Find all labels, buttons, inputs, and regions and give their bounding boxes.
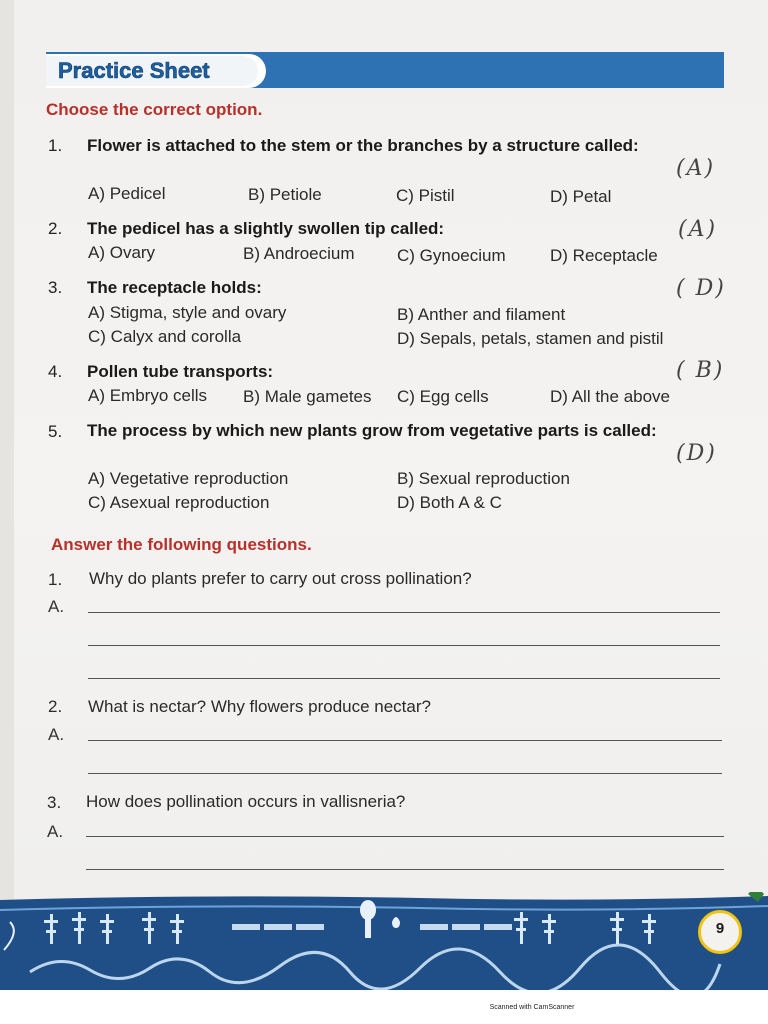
handwritten-answer: (D) bbox=[676, 441, 717, 466]
option: D) Receptacle bbox=[550, 246, 658, 265]
option: C) Gynoecium bbox=[397, 246, 506, 265]
option: A) Vegetative reproduction bbox=[88, 469, 289, 488]
bulb-icon bbox=[360, 900, 376, 920]
handwritten-answer: ( D) bbox=[676, 276, 726, 301]
mcq-heading: Choose the correct option. bbox=[46, 100, 263, 119]
question-text: The receptacle holds: bbox=[87, 278, 262, 297]
option: D) Petal bbox=[550, 187, 612, 206]
answer-line bbox=[86, 836, 724, 837]
page-number: 9 bbox=[715, 920, 725, 937]
page-title: Practice Sheet bbox=[58, 58, 210, 83]
option: B) Anther and filament bbox=[397, 305, 566, 324]
question-text: The process by which new plants grow from vegetative parts is called: bbox=[87, 421, 657, 440]
option: C) Egg cells bbox=[397, 387, 489, 406]
question-number: 4. bbox=[48, 362, 63, 381]
question-number: 3. bbox=[47, 793, 62, 812]
answer-line bbox=[88, 773, 722, 774]
question-number: 1. bbox=[48, 570, 63, 589]
question-number: 3. bbox=[48, 278, 63, 297]
handwritten-answer: ( B) bbox=[676, 358, 725, 383]
question-text: Flower is attached to the stem or the branches by a structure called: bbox=[87, 136, 639, 155]
answer-line bbox=[88, 612, 720, 613]
answer-line bbox=[88, 740, 722, 741]
handwritten-answer: (A) bbox=[678, 217, 718, 242]
answer-line bbox=[88, 645, 720, 646]
answer-line bbox=[86, 869, 724, 870]
option: A) Embryo cells bbox=[88, 386, 208, 405]
option: B) Sexual reproduction bbox=[397, 469, 570, 488]
answer-line bbox=[88, 678, 720, 679]
question-number: 1. bbox=[48, 136, 63, 155]
option: C) Calyx and corolla bbox=[88, 327, 242, 346]
answer-label: A. bbox=[48, 725, 65, 744]
question-text: Why do plants prefer to carry out cross pollination? bbox=[89, 569, 472, 588]
option: C) Asexual reproduction bbox=[88, 493, 270, 512]
question-text: What is nectar? Why flowers produce nectar? bbox=[88, 697, 431, 716]
footer-band bbox=[0, 892, 768, 990]
question-number: 2. bbox=[48, 697, 63, 716]
option: D) All the above bbox=[550, 387, 671, 406]
option: D) Both A & C bbox=[397, 493, 502, 512]
question-text: The pedicel has a slightly swollen tip called: bbox=[87, 219, 445, 238]
option: C) Pistil bbox=[396, 186, 455, 205]
option: B) Androecium bbox=[243, 244, 355, 263]
answer-label: A. bbox=[48, 597, 65, 616]
scanner-note: Scanned with CamScanner bbox=[489, 1004, 575, 1011]
question-text: Pollen tube transports: bbox=[87, 362, 274, 381]
question-text: How does pollination occurs in vallisneria? bbox=[86, 792, 406, 811]
question-number: 5. bbox=[48, 422, 63, 441]
option: A) Stigma, style and ovary bbox=[88, 303, 287, 322]
option: A) Ovary bbox=[88, 243, 156, 262]
handwritten-answer: (A) bbox=[676, 156, 716, 181]
option: B) Petiole bbox=[248, 185, 322, 204]
answer-label: A. bbox=[47, 822, 64, 841]
option: B) Male gametes bbox=[243, 387, 372, 406]
option: D) Sepals, petals, stamen and pistil bbox=[397, 329, 664, 348]
answer-heading: Answer the following questions. bbox=[51, 535, 312, 554]
question-number: 2. bbox=[48, 219, 63, 238]
option: A) Pedicel bbox=[88, 184, 166, 203]
